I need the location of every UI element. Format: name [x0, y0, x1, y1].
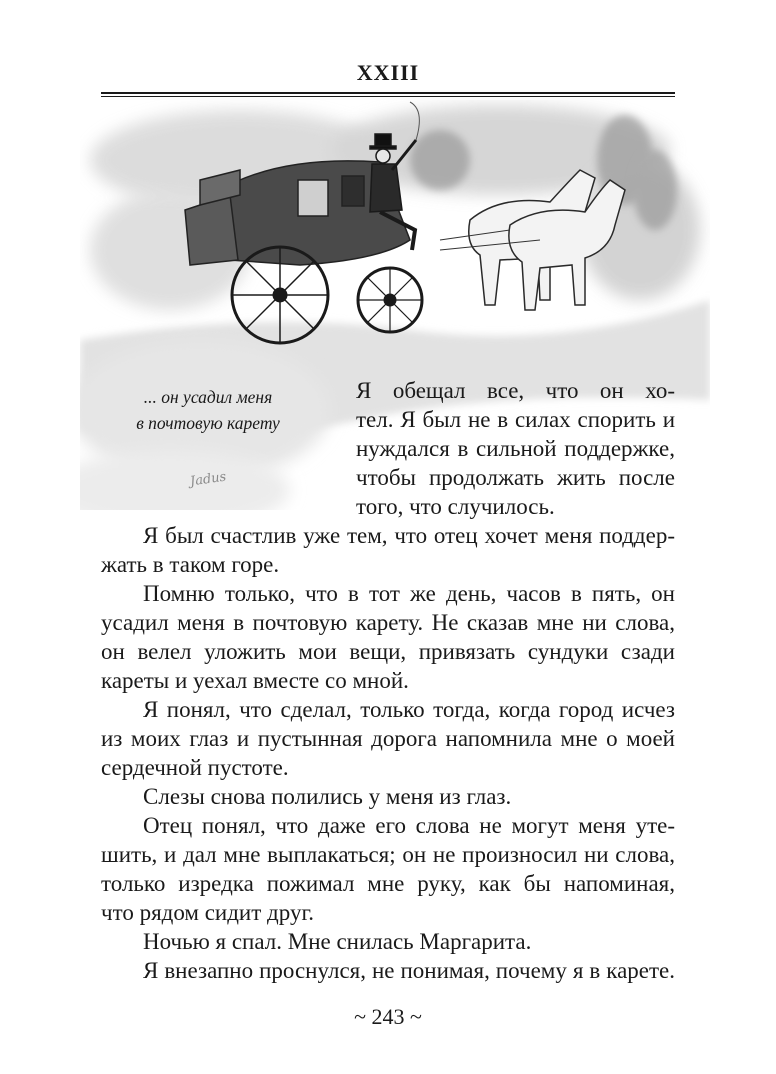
- body-line: Я внезапно проснулся, не понимая, почему я в карете.: [143, 958, 675, 983]
- body-line: он велел уложить мои вещи, привязать сундуки сзади: [101, 639, 675, 664]
- body-line: Слезы снова полились у меня из глаз.: [143, 784, 512, 809]
- body-line: усадил меня в почтовую карету. Не сказав мне ни слова,: [101, 610, 675, 635]
- body-line: Отец понял, что даже его слова не могут меня уте-: [143, 813, 675, 838]
- body-line: Я понял, что сделал, только тогда, когда город исчез: [143, 697, 675, 722]
- body-line: тел. Я был не в силах спорить и: [356, 407, 675, 432]
- body-line: нуждался в сильной поддержке,: [356, 436, 675, 461]
- body-line: что рядом сидит друг.: [101, 900, 315, 925]
- body-line: кареты и уехал вместе со мной.: [101, 668, 409, 693]
- body-line: Помню только, что в тот же день, часов в пять, он: [143, 581, 675, 606]
- body-line: только изредка пожимал мне руку, как бы напоминая,: [101, 871, 675, 896]
- body-line: Я был счастлив уже тем, что отец хочет меня поддер-: [143, 523, 675, 548]
- caption-line: в почтовую карету: [136, 413, 280, 433]
- body-line: из моих глаз и пустынная дорога напомнила мне о моей: [101, 726, 675, 751]
- body-line: Я обещал все, что он хо-: [356, 378, 675, 403]
- header-rule-thick: [101, 92, 675, 94]
- body-line: сердечной пустоте.: [101, 755, 289, 780]
- body-line: шить, и дал мне выплакаться; он не произносил ни слова,: [101, 842, 675, 867]
- caption-line: ... он усадил меня: [143, 387, 273, 407]
- body-line: того, что случилось.: [356, 494, 555, 519]
- body-line: жать в таком горе.: [101, 552, 280, 577]
- body-line: чтобы продолжать жить после: [356, 465, 675, 490]
- body-line: Ночью я спал. Мне снилась Маргарита.: [143, 929, 532, 954]
- page-number: ~ 243 ~: [354, 1004, 422, 1029]
- chapter-heading: XXIII: [356, 60, 420, 85]
- artist-signature: Jadus: [189, 469, 228, 490]
- header-rule-thin: [101, 96, 675, 97]
- illustration-caption: [108, 384, 308, 436]
